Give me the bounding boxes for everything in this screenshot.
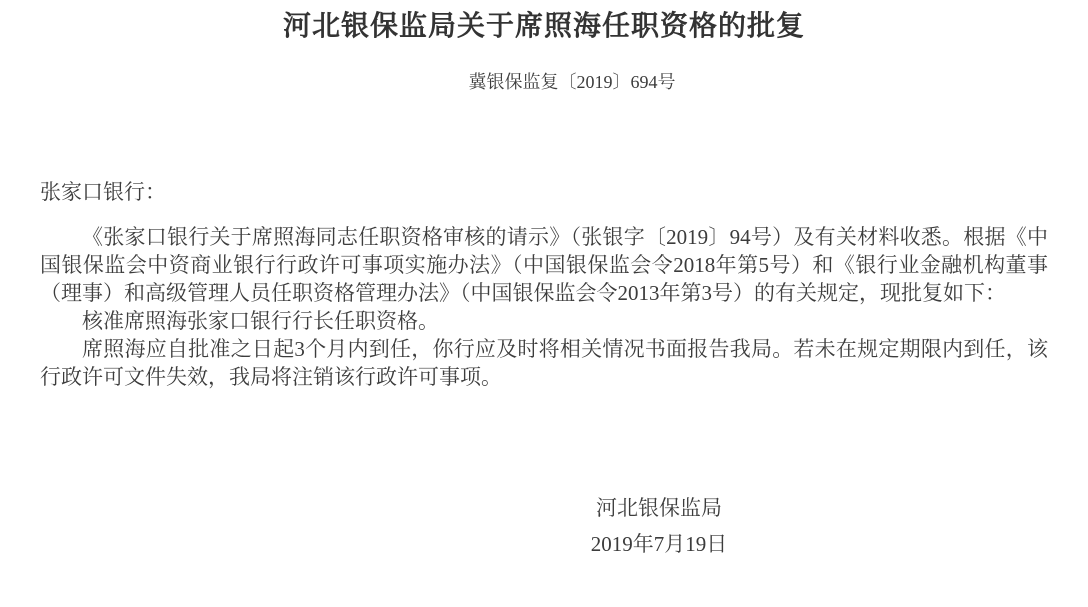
signer-name: 河北银保监局 [596, 496, 722, 520]
paragraph-approval: 核准席照海张家口银行行长任职资格。 [82, 309, 439, 333]
document-number: 冀银保监复〔2019〕694号 [468, 72, 676, 92]
salutation: 张家口银行： [40, 180, 166, 204]
signature-date: 2019年7月19日 [590, 532, 728, 556]
paragraph-requirements: 席照海应自批准之日起3个月内到任，你行应及时将相关情况书面报告我局。若未在规定期限内到任，该行政许可文件失效，我局将注销该行政许可事项。 [40, 337, 1048, 389]
document-body [40, 178, 1048, 391]
document-title: 河北银保监局关于席照海任职资格的批复 [282, 11, 805, 42]
paragraph-basis: 《张家口银行关于席照海同志任职资格审核的请示》（张银字〔2019〕94号）及有关材料收悉。根据《中国银保监会中资商业银行行政许可事项实施办法》（中国银保监会令2018年第5号）和《银行业金融机构董事（理事）和高级管理人员任职资格管理办法》（中国银保监会令2013年第3号）的有关规定，现批复如下： [40, 225, 1048, 305]
signature-block [0, 490, 1088, 562]
